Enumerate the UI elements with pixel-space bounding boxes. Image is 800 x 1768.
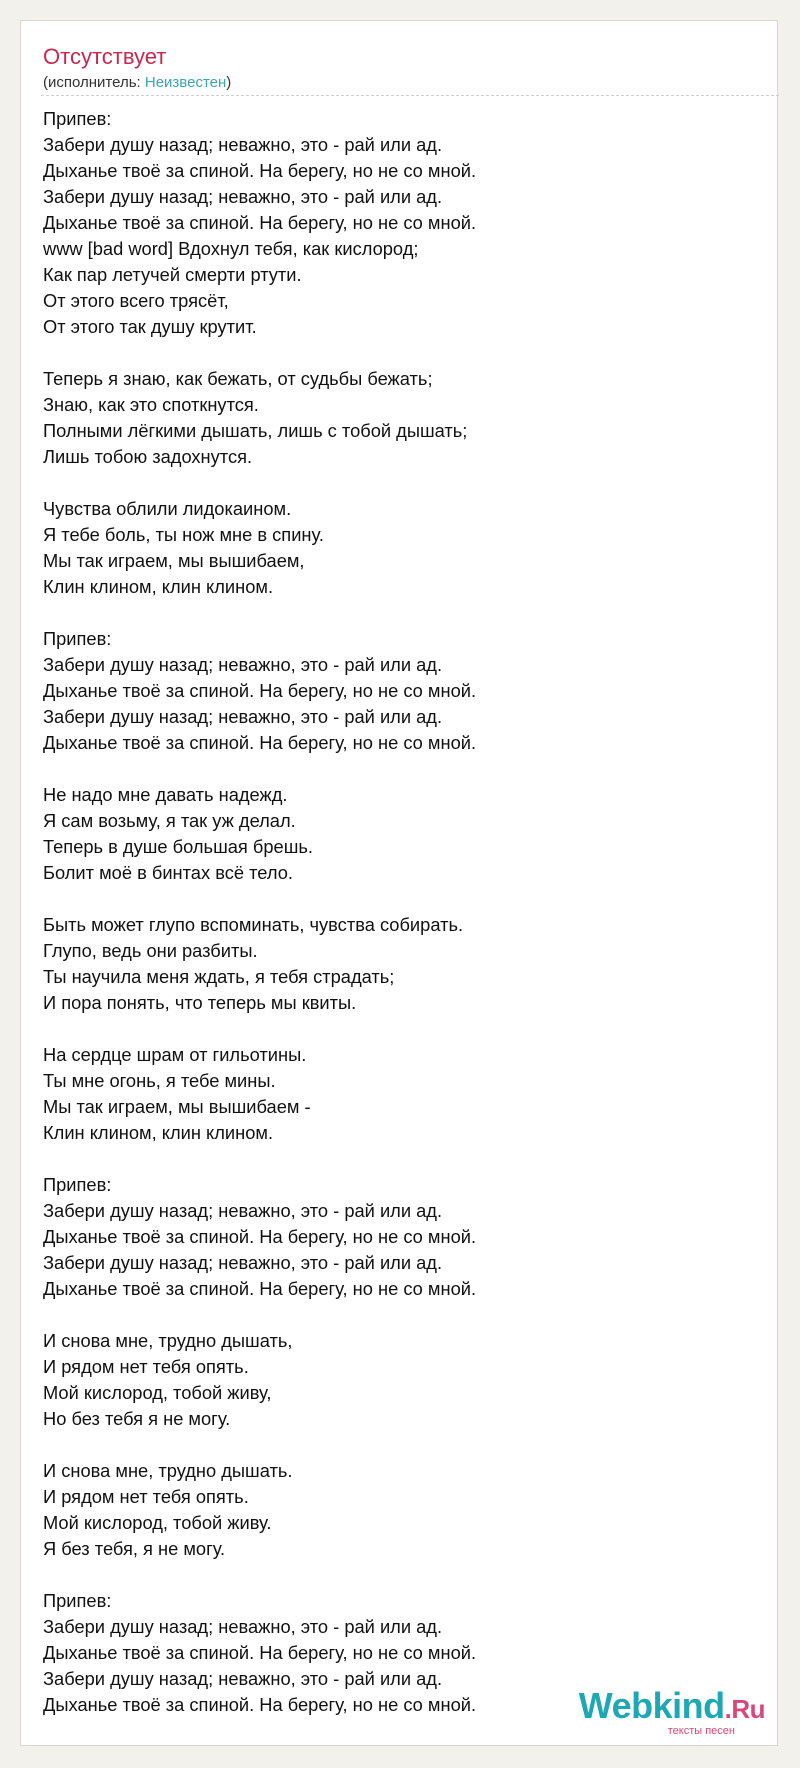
- lyrics-line: Забери душу назад; неважно, это - рай или ад.: [43, 186, 443, 207]
- lyrics-line: Полными лёгкими дышать, лишь с тобой дышать;: [43, 420, 468, 441]
- lyrics-line: Я сам возьму, я так уж делал.: [43, 810, 296, 831]
- lyrics-line: Припев:: [43, 1590, 112, 1611]
- lyrics-line: Мой кислород, тобой живу,: [43, 1382, 272, 1403]
- lyrics-line: И пора понять, что теперь мы квиты.: [43, 992, 357, 1013]
- lyrics-line: Теперь в душе большая брешь.: [43, 836, 313, 857]
- lyrics-line: На сердце шрам от гильотины.: [43, 1044, 307, 1065]
- lyrics-card: [20, 20, 778, 1746]
- lyrics-stanza: [43, 1172, 743, 1302]
- lyrics-line: Глупо, ведь они разбиты.: [43, 940, 258, 961]
- lyrics-stanza: [43, 912, 743, 1016]
- lyrics-line: Забери душу назад; неважно, это - рай или ад.: [43, 1616, 443, 1637]
- song-title: Отсутствует: [43, 44, 167, 69]
- lyrics-line: www [bad word] Вдохнул тебя, как кислород;: [43, 238, 419, 259]
- lyrics-line: Дыханье твоё за спиной. На берегу, но не со мной.: [43, 1278, 477, 1299]
- lyrics-line: И снова мне, трудно дышать.: [43, 1460, 293, 1481]
- lyrics-line: Клин клином, клин клином.: [43, 576, 274, 597]
- lyrics-line: Забери душу назад; неважно, это - рай или ад.: [43, 706, 443, 727]
- lyrics-line: Как пар летучей смерти ртути.: [43, 264, 302, 285]
- lyrics-line: Лишь тобою задохнутся.: [43, 446, 253, 467]
- lyrics-line: Чувства облили лидокаином.: [43, 498, 292, 519]
- lyrics-line: Мой кислород, тобой живу.: [43, 1512, 272, 1533]
- lyrics-line: Не надо мне давать надежд.: [43, 784, 288, 805]
- lyrics-line: Забери душу назад; неважно, это - рай или ад.: [43, 134, 443, 155]
- watermark-tagline: тексты песен: [667, 1725, 735, 1737]
- lyrics-stanza: [43, 1042, 743, 1146]
- lyrics-line: Я без тебя, я не могу.: [43, 1538, 226, 1559]
- lyrics-line: Припев:: [43, 1174, 112, 1195]
- lyrics-line: Дыханье твоё за спиной. На берегу, но не со мной.: [43, 160, 477, 181]
- lyrics-line: Дыханье твоё за спиной. На берегу, но не со мной.: [43, 1694, 477, 1715]
- artist-link[interactable]: Неизвестен: [144, 74, 227, 91]
- lyrics-line: Припев:: [43, 108, 112, 129]
- watermark-tld: .Ru: [724, 1694, 765, 1724]
- lyrics-line: От этого так душу крутит.: [43, 316, 257, 337]
- lyrics-line: Мы так играем, мы вышибаем -: [43, 1096, 311, 1117]
- lyrics-line: Мы так играем, мы вышибаем,: [43, 550, 305, 571]
- lyrics-line: Забери душу назад; неважно, это - рай или ад.: [43, 1252, 443, 1273]
- lyrics-line: От этого всего трясёт,: [43, 290, 229, 311]
- lyrics-line: Я тебе боль, ты нож мне в спину.: [43, 524, 324, 545]
- lyrics-line: Забери душу назад; неважно, это - рай или ад.: [43, 654, 443, 675]
- lyrics-stanza: [43, 496, 743, 600]
- lyrics-line: Быть может глупо вспоминать, чувства собирать.: [43, 914, 464, 935]
- lyrics-stanza: [43, 782, 743, 886]
- site-watermark: [578, 1685, 765, 1737]
- artist-suffix: ): [226, 74, 232, 91]
- lyrics-line: Забери душу назад; неважно, это - рай или ад.: [43, 1668, 443, 1689]
- artist-line: [43, 73, 231, 93]
- lyrics-line: И рядом нет тебя опять.: [43, 1356, 249, 1377]
- lyrics-line: Припев:: [43, 628, 112, 649]
- lyrics-stanza: [43, 1328, 743, 1432]
- lyrics-stanza: [43, 1458, 743, 1562]
- lyrics-body: [43, 106, 743, 1744]
- lyrics-line: Забери душу назад; неважно, это - рай или ад.: [43, 1200, 443, 1221]
- lyrics-line: Дыханье твоё за спиной. На берегу, но не со мной.: [43, 1226, 477, 1247]
- lyrics-line: Дыханье твоё за спиной. На берегу, но не со мной.: [43, 732, 477, 753]
- artist-prefix: (исполнитель:: [43, 74, 145, 91]
- divider: [41, 95, 779, 96]
- lyrics-line: Но без тебя я не могу.: [43, 1408, 231, 1429]
- lyrics-stanza: [43, 106, 743, 340]
- lyrics-line: Знаю, как это споткнутся.: [43, 394, 259, 415]
- lyrics-line: Дыханье твоё за спиной. На берегу, но не со мной.: [43, 212, 477, 233]
- lyrics-line: Дыханье твоё за спиной. На берегу, но не со мной.: [43, 1642, 477, 1663]
- lyrics-line: Болит моё в бинтах всё тело.: [43, 862, 293, 883]
- watermark-brand: Webkind: [578, 1685, 725, 1726]
- lyrics-line: И снова мне, трудно дышать,: [43, 1330, 293, 1351]
- lyrics-line: Ты научила меня ждать, я тебя страдать;: [43, 966, 395, 987]
- lyrics-line: Теперь я знаю, как бежать, от судьбы бежать;: [43, 368, 433, 389]
- lyrics-stanza: [43, 366, 743, 470]
- lyrics-line: Клин клином, клин клином.: [43, 1122, 274, 1143]
- watermark-logo: [578, 1685, 765, 1727]
- lyrics-line: Ты мне огонь, я тебе мины.: [43, 1070, 276, 1091]
- lyrics-stanza: [43, 626, 743, 756]
- lyrics-line: И рядом нет тебя опять.: [43, 1486, 249, 1507]
- lyrics-line: Дыханье твоё за спиной. На берегу, но не со мной.: [43, 680, 477, 701]
